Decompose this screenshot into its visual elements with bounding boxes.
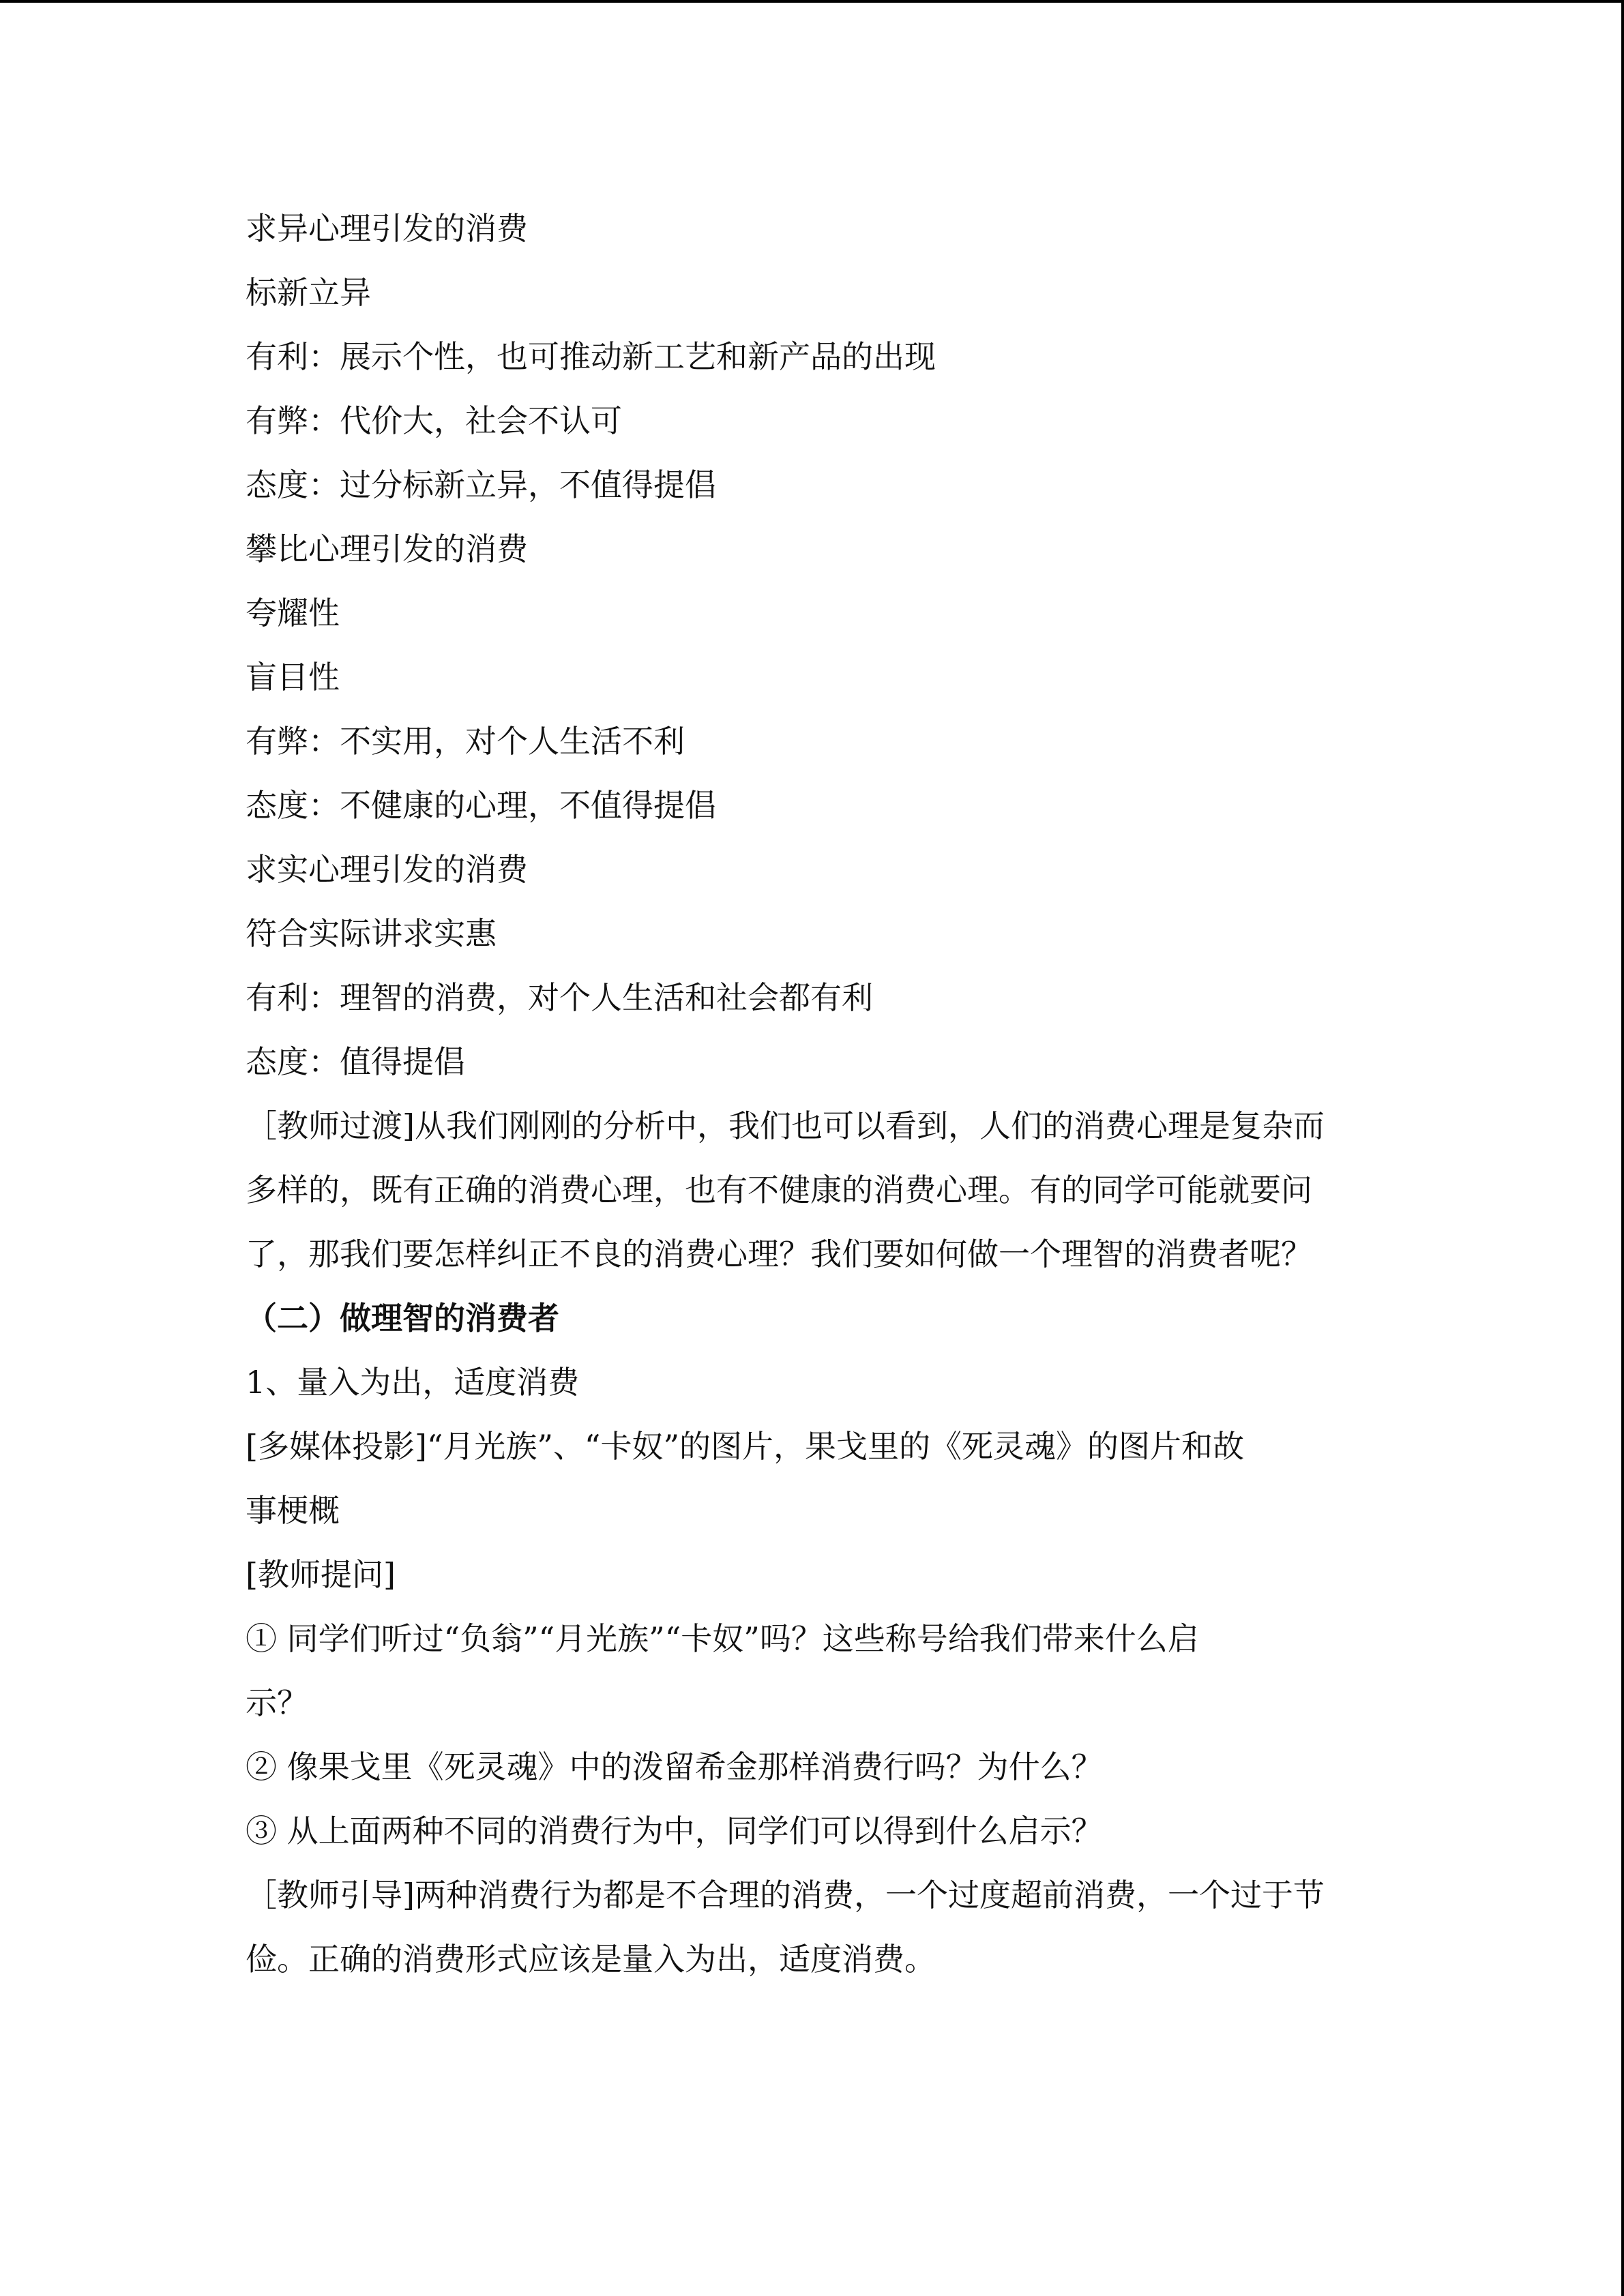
teacher-transition-line: 多样的，既有正确的消费心理，也有不健康的消费心理。有的同学可能就要问: [246, 1172, 1312, 1208]
text-line: 有利：展示个性，也可推动新工艺和新产品的出现: [246, 338, 936, 375]
subsection-heading: 1、量入为出，适度消费: [246, 1364, 580, 1401]
teacher-guidance-line: 俭。正确的消费形式应该是量入为出，适度消费。: [246, 1941, 936, 1978]
text-line: 标新立异: [246, 274, 371, 311]
teacher-transition-line: 了，那我们要怎样纠正不良的消费心理？我们要如何做一个理智的消费者呢？: [246, 1236, 1312, 1272]
teacher-transition-line: ［教师过渡]从我们刚刚的分析中，我们也可以看到，人们的消费心理是复杂而: [246, 1107, 1325, 1144]
text-line: 有利：理智的消费，对个人生活和社会都有利: [246, 979, 873, 1016]
question-item: ① 同学们听过“负翁”“月光族”“卡奴”吗？这些称号给我们带来什么启: [246, 1620, 1199, 1657]
question-item: ③ 从上面两种不同的消费行为中，同学们可以得到什么启示？: [246, 1813, 1103, 1849]
teacher-guidance-line: ［教师引导]两种消费行为都是不合理的消费，一个过度超前消费，一个过于节: [246, 1877, 1325, 1913]
text-line: 盲目性: [246, 659, 340, 696]
heading-qiushi-consumption: 求实心理引发的消费: [246, 851, 528, 888]
text-line: 夸耀性: [246, 595, 340, 631]
text-line: 有弊：代价大，社会不认可: [246, 402, 622, 439]
question-item: ② 像果戈里《死灵魂》中的泼留希金那样消费行吗？为什么？: [246, 1748, 1103, 1785]
teacher-question-label: [教师提问]: [246, 1556, 396, 1593]
text-line: 有弊：不实用，对个人生活不利: [246, 723, 685, 760]
text-line: 态度：不健康的心理，不值得提倡: [246, 787, 716, 824]
heading-qiuyi-consumption: 求异心理引发的消费: [246, 210, 528, 247]
text-line: 符合实际讲求实惠: [246, 915, 497, 952]
document-body: [246, 196, 1378, 1991]
text-line: 态度：过分标新立异，不值得提倡: [246, 466, 716, 503]
section-heading: （二）做理智的消费者: [246, 1300, 559, 1337]
question-item: 示？: [246, 1684, 308, 1721]
multimedia-projection-line: [多媒体投影]“月光族”、“卡奴”的图片，果戈里的《死灵魂》的图片和故: [246, 1428, 1244, 1465]
heading-panbi-consumption: 攀比心理引发的消费: [246, 531, 528, 567]
multimedia-projection-line: 事梗概: [246, 1492, 340, 1529]
text-line: 态度：值得提倡: [246, 1043, 465, 1080]
